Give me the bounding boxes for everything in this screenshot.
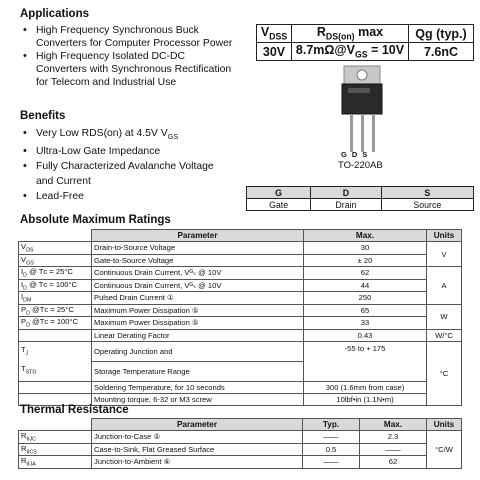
vdss-value: 30V (257, 43, 292, 61)
list-item-text: Lead-Free (36, 191, 84, 203)
applications-title: Applications (20, 8, 90, 20)
pin-name: Gate (247, 199, 311, 211)
list-item-text: Very Low RDS(on) at 4.5V V (36, 128, 168, 139)
max-header: Max. (360, 419, 427, 431)
rdson-header: $R_{DS(on)}$ max (292, 25, 409, 43)
qg-header: Qg (typ.) (409, 25, 474, 43)
list-item (20, 50, 260, 89)
empty-header (19, 230, 92, 242)
empty-header (19, 419, 92, 431)
pin-letter: D (351, 150, 363, 159)
table-row: $V_{DS}$ Drain-to-Source Voltage 30 V (19, 242, 462, 255)
package-pin-letters (341, 150, 401, 159)
table-row: $I_D$ @ Tᴄ = 100°C Continuous Drain Current, Vᴳₛ @ 10V 44 (19, 279, 462, 292)
pin-header: S (381, 187, 473, 199)
list-item-text: for Telecom and Industrial Use (36, 77, 177, 88)
table-row: $I_D$ @ Tᴄ = 25°C Continuous Drain Current, Vᴳₛ @ 10V 62 A (19, 267, 462, 280)
table-row: $V_{GS}$ Gate-to-Source Voltage ± 20 (19, 254, 462, 267)
list-item-text: Ultra-Low Gate Impedance (36, 146, 161, 158)
table-row: $I_{DM}$ Pulsed Drain Current ① 250 (19, 292, 462, 305)
package-name: TO-220AB (338, 160, 383, 171)
benefits-title: Benefits (20, 110, 66, 122)
rdson-value: $8.7m\Omega@V_{GS} = 10V$ (292, 43, 409, 61)
benefits-section (20, 110, 250, 204)
pin-header: G (247, 187, 311, 199)
unit-cell: V (427, 242, 462, 267)
typ-header: Typ. (303, 419, 360, 431)
pin-name: Source (381, 199, 473, 211)
abs-max-title: Absolute Maximum Ratings (20, 214, 171, 226)
table-row: Soldering Temperature, for 10 seconds 300 (1.6mm from case) (19, 381, 462, 393)
table-row: $R_{\theta CS}$ Case-to-Sink, Flat Greased Surface 0.5 —— (19, 443, 462, 456)
key-spec-table (256, 24, 474, 61)
list-item (20, 24, 260, 50)
applications-section (20, 8, 260, 89)
unit-cell: °C/W (427, 431, 462, 469)
pin-table (246, 186, 474, 211)
list-item-text: and Current (36, 176, 91, 188)
qg-value: 7.6nC (409, 43, 474, 61)
units-header: Units (427, 419, 462, 431)
unit-cell: W (427, 304, 462, 329)
list-item-text: Converters for Computer Processor Power (36, 38, 233, 49)
pin-letter: S (362, 150, 373, 159)
table-row: $T_J$ $T_{STG}$ Operating Junction and -55 to + 175 °C (19, 341, 462, 361)
table-row: $P_D$ @Tᴄ = 25°C Maximum Power Dissipation ⑤ 65 W (19, 304, 462, 317)
parameter-header: Parameter (92, 419, 303, 431)
pin-letter: G (341, 150, 352, 159)
units-header: Units (427, 230, 462, 242)
applications-list (20, 24, 260, 89)
list-item (20, 189, 250, 204)
unit-cell: °C (427, 341, 462, 405)
list-item (20, 159, 250, 189)
unit-cell: W/°C (427, 329, 462, 341)
pin-name: Drain (311, 199, 381, 211)
list-item-text: High Frequency Synchronous Buck (36, 25, 199, 36)
thermal-table (18, 418, 462, 469)
thermal-title: Thermal Resistance (20, 404, 129, 416)
list-item (20, 126, 250, 144)
pin-header: D (311, 187, 381, 199)
parameter-header: Parameter (92, 230, 304, 242)
vdss-header: $V_{DSS}$ (257, 25, 292, 43)
benefits-list (20, 126, 250, 204)
table-row: $R_{\theta JA}$ Junction-to-Ambient ⑥ —— 62 (19, 456, 462, 469)
abs-max-table (18, 229, 462, 406)
max-header: Max. (304, 230, 427, 242)
list-item-text: Fully Characterized Avalanche Voltage (36, 161, 214, 173)
list-item (20, 144, 250, 159)
table-row: $R_{\theta JC}$ Junction-to-Case ⑤ —— 2.3 °C/W (19, 431, 462, 444)
list-item-text: High Frequency Isolated DC-DC (36, 51, 185, 62)
table-row: $P_D$ @Tᴄ = 100°C Maximum Power Dissipation ⑤ 33 (19, 317, 462, 330)
table-row: Mounting torque, 6-32 or M3 screw 10lbf•in (1.1N•m) (19, 393, 462, 405)
list-item-subscript: GS (167, 132, 179, 142)
unit-cell: A (427, 267, 462, 305)
table-row: Linear Derating Factor 0.43 W/°C (19, 329, 462, 341)
table-row: Storage Temperature Range (19, 361, 462, 381)
list-item-text: Converters with Synchronous Rectification (36, 64, 232, 75)
